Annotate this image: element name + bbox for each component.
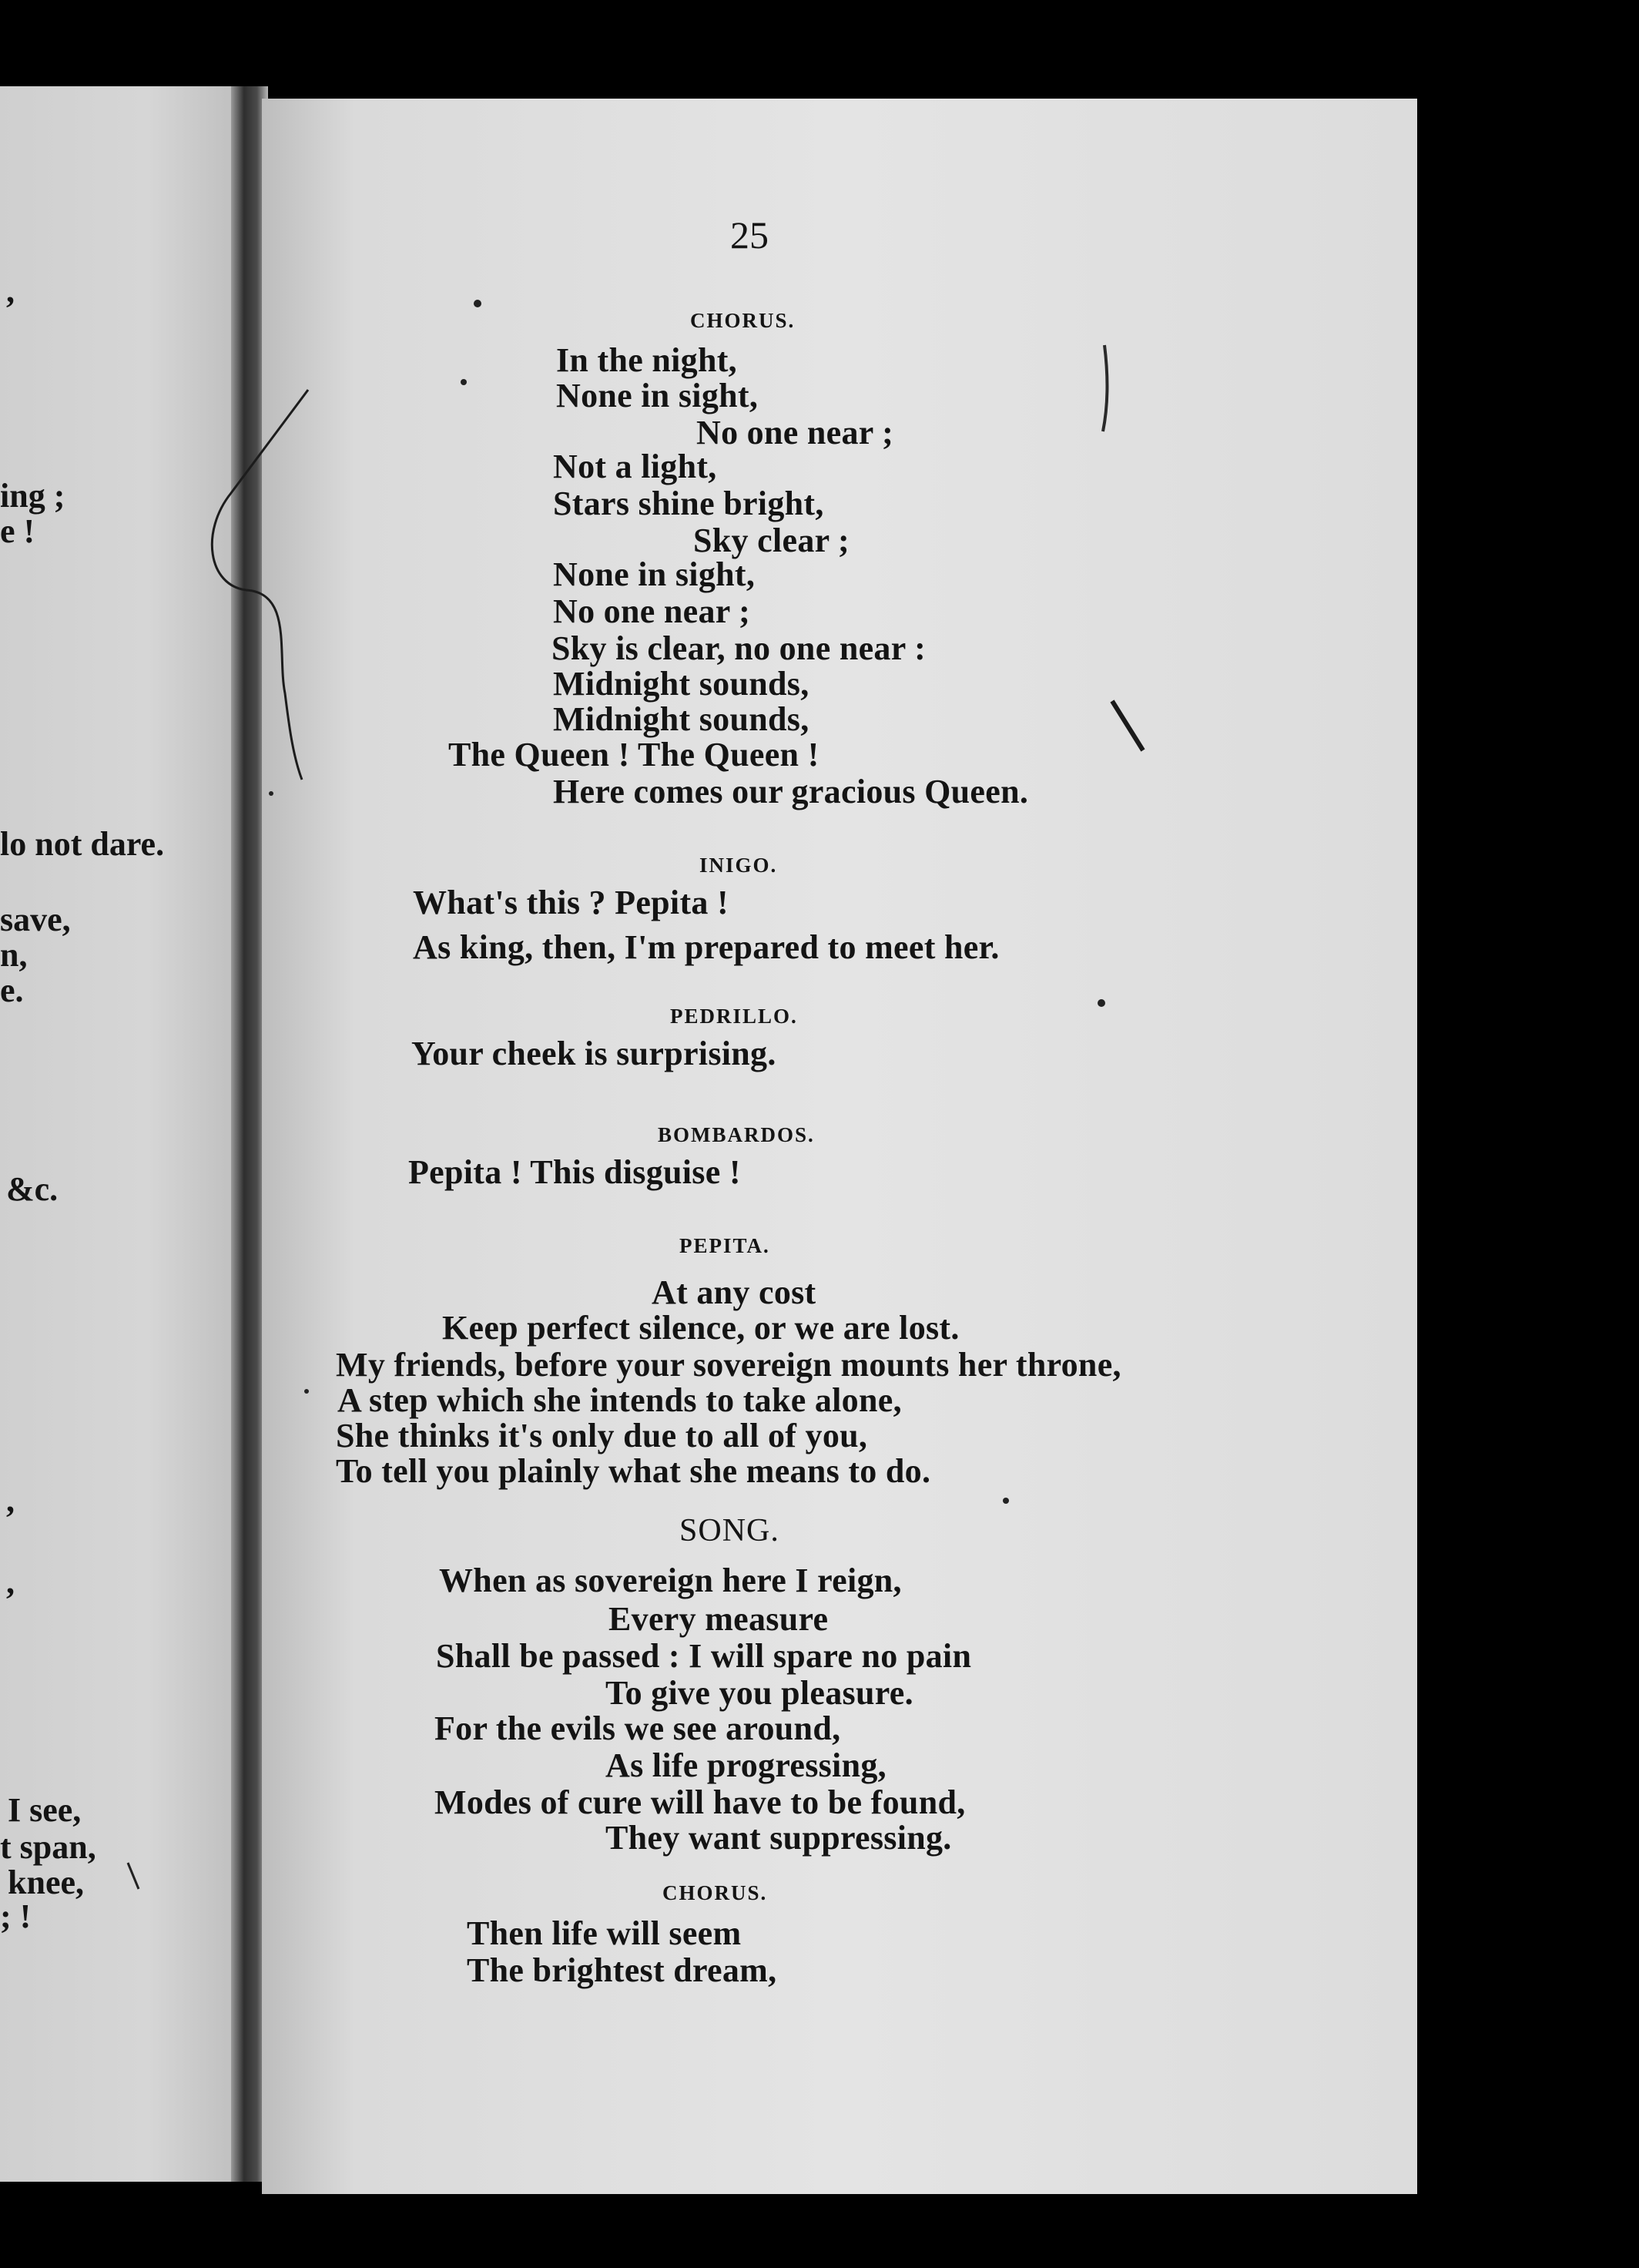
verse-line: As life progressing, (605, 1746, 887, 1784)
verse-line: No one near ; (553, 592, 751, 630)
section-heading: BOMBARDOS. (658, 1123, 815, 1146)
verse-line: Sky is clear, no one near : (551, 629, 927, 667)
verse-line: The Queen ! The Queen ! (448, 736, 820, 773)
left-fragment: e. (0, 971, 24, 1009)
left-fragment: , (6, 272, 15, 310)
verse-line: The brightest dream, (467, 1951, 777, 1989)
left-fragment: e ! (0, 512, 35, 550)
verse-line: Sky clear ; (693, 522, 850, 559)
verse-line: Pepita ! This disguise ! (408, 1153, 741, 1191)
verse-line: None in sight, (556, 377, 759, 414)
verse-line: Stars shine bright, (553, 485, 824, 522)
verse-line: Midnight sounds, (553, 665, 809, 703)
left-fragment: t span, (0, 1828, 96, 1866)
verse-line: Your cheek is surprising. (411, 1035, 776, 1072)
verse-line: My friends, before your sovereign mounts her throne, (336, 1346, 1121, 1384)
verse-line: Then life will seem (467, 1914, 742, 1952)
verse-line: For the evils we see around, (434, 1709, 841, 1747)
verse-line: As king, then, I'm prepared to meet her. (413, 928, 1000, 966)
verse-line: To give you pleasure. (605, 1674, 913, 1712)
left-fragment: &c. (6, 1170, 59, 1208)
section-heading: CHORUS. (662, 1881, 768, 1904)
left-fragment: ing ; (0, 477, 65, 515)
verse-line: Midnight sounds, (553, 700, 809, 738)
verse-line: Every measure (608, 1600, 829, 1638)
section-heading: PEDRILLO. (670, 1005, 798, 1028)
verse-line: A step which she intends to take alone, (337, 1381, 902, 1419)
left-fragment: , (6, 1481, 15, 1519)
verse-line: No one near ; (696, 414, 894, 451)
left-fragment: save, (0, 901, 71, 938)
verse-line: They want suppressing. (605, 1819, 952, 1857)
song-heading: SONG. (679, 1513, 779, 1548)
verse-line: Shall be passed : I will spare no pain (436, 1637, 972, 1675)
verse-line: She thinks it's only due to all of you, (336, 1417, 868, 1454)
verse-line: In the night, (556, 341, 737, 379)
left-fragment: ; ! (0, 1897, 32, 1935)
verse-line: At any cost (652, 1273, 816, 1311)
left-fragment: n, (0, 936, 28, 974)
verse-line: Keep perfect silence, or we are lost. (442, 1309, 960, 1347)
verse-line: Not a light, (553, 448, 717, 485)
left-fragment: , (6, 1563, 15, 1601)
left-fragment: I see, (8, 1791, 82, 1829)
section-heading: PEPITA. (679, 1234, 770, 1257)
left-fragment: knee, (8, 1864, 84, 1901)
verse-line: To tell you plainly what she means to do. (336, 1452, 931, 1490)
page-number: 25 (730, 213, 769, 257)
verse-line: What's this ? Pepita ! (413, 884, 729, 921)
left-fragment: lo not dare. (0, 825, 165, 863)
verse-line: When as sovereign here I reign, (439, 1562, 902, 1599)
verse-line: Modes of cure will have to be found, (434, 1783, 966, 1821)
section-heading: CHORUS. (690, 309, 796, 332)
verse-line: None in sight, (553, 555, 756, 593)
section-heading: INIGO. (699, 854, 778, 877)
verse-line: Here comes our gracious Queen. (553, 773, 1029, 810)
